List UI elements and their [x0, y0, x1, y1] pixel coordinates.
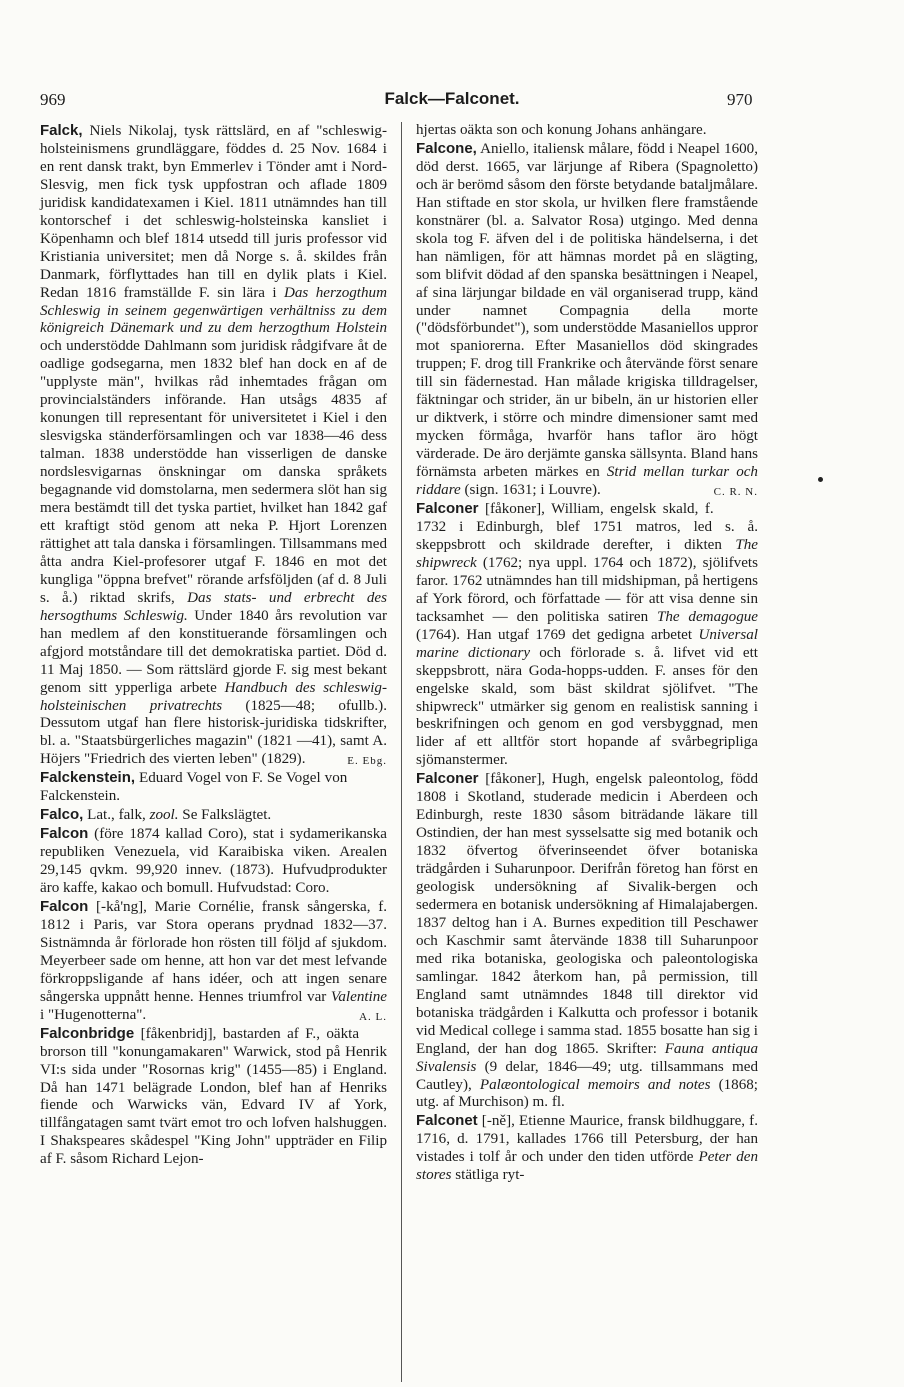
entry-headword: Falck, [40, 122, 83, 139]
right-column [416, 122, 758, 1185]
entry-title-italic: Peter den stores [416, 1149, 758, 1184]
left-column [40, 122, 387, 1169]
entry-text: (1868; utg. af Murchison) m. fl. [416, 1076, 758, 1111]
author-signature: A. L. [359, 1010, 387, 1023]
entry-text: i "Hugenotterna". [40, 1006, 147, 1023]
column-divider [401, 122, 402, 1382]
entry-headword: Falconbridge [40, 1024, 135, 1042]
entry-text: och förlorade s. å. lifvet vid ett skeppsbrott, nära Goda-hopps-udden. F. anses för den engelske skald, som bäst skildrat sjölifvet. "The shipwreck" utmärker sig genom en realistisk sanning i beskrifningen och genom en god versbyggnad, men lider af ett alltför stort hopande af svårbegripliga sjömanstermer. [416, 644, 759, 769]
entry-title-italic: Fauna antiqua Sivalensis [416, 1040, 758, 1075]
entry-text: och understödde Dahlmann som juridisk rådgifvare åt de oadlige godsegarna, men 1832 blef han dock en af de "upplyste män", hvilkas råd inhemtades frågan om provincialständers införande. Han utsågs 4835 af konungen till representant för universitetet i Kiel i den slesvigska ständerförsamlingen och var 1838—46 dess talman. 1838 understödde han visserligen de danske nordslesvigarnas önskningar om danska språkets begagnande vid domstolarna, men sedermera slöt han sig mera bestämdt till det tyska partiet, hvilket han 1842 gaf ett kraftigt stöd genom att neka P. Hjort Lorenzen rättighet att tala danska i församlingen. Tillsammans med åtta andra Kiel-profesorer utgaf F. 1846 en mot det kungliga "öppna brefvet" rörande arfsföljden (af d. 8 Juli s. å.) riktad skrifs, [40, 338, 387, 606]
entry-headword: Falconer [416, 770, 479, 788]
entry-falckenstein [40, 769, 387, 806]
entry-falcon-state [40, 825, 387, 898]
entry-text: [fåkenbridj], bastarden af F., oäkta brorson till "konungamakaren" Warwick, stod på Henrik VI:s sida under "Rosornas krig" (1455—85) i England. Då han 1471 belägrade London, blef han af Henriks fiende och Warwicks vän, Edvard IV af York, tillfångatagen samt tvärt emot tro och lofven halshuggen. I Shakspeares skådespel "King John" uppträder en Filip af F. såsom Richard Lejon- [40, 1025, 387, 1168]
author-signature: C. R. N. [713, 486, 758, 499]
entry-text: [-ně], Etienne Maurice, fransk bildhuggare, f. 1716, d. 1791, kallades 1766 till Petersburg, der han vistades i tolf år och under den tiden utförde [416, 1113, 758, 1166]
entry-title-italic: The demagogue [656, 608, 758, 625]
entry-falconer-william [416, 500, 758, 770]
entry-headword: Falco, [40, 806, 84, 824]
entry-falconbridge [40, 1025, 387, 1170]
entry-title-italic: Strid mellan turkar och riddare [416, 464, 758, 499]
entry-text: Under 1840 års revolution var han medlem af den konstituerande församlingen och afgjord motståndare till det demokratiska partiet. Död d. 11 Maj 1850. — Som rättslärd gjorde F. sig mest bekant genom sitt ypperliga arbete [40, 607, 387, 696]
entry-text: stätliga ryt- [451, 1167, 525, 1184]
entry-text: Lat., falk, [83, 807, 150, 824]
entry-text: (före 1874 kallad Coro), stat i sydamerikanska republiken Venezuela, vid Karaibiska viken. Arealen 29,145 qvkm. 99,920 innev. (1873). Hufvudprodukter äro kaffe, kakao och bomull. Hufvudstad: Coro. [40, 826, 387, 897]
entry-text: (1762; nya uppl. 1764 och 1872), sjölifvets faror. 1762 utnämndes han till midshipman, på hertigens af York förord, och författade — för att visa denne sin tacksamhet — den politiska satiren [416, 554, 758, 625]
entry-headword: Falconet [416, 1112, 478, 1130]
entry-text: Se Falkslägtet. [178, 807, 272, 824]
entry-text: (sign. 1631; i Louvre). [460, 482, 601, 499]
entry-text: Niels Nikolaj, tysk rättslärd, en af "schleswig-holsteinismens grundläggare, föddes d. 25 Nov. 1684 i en rent dansk trakt, byn Emmerlev i Tönder amt i Nord-Slesvig, men fick tysk uppfostran och aflade 1809 juridisk kandidatexamen i Kiel. 1811 utnämndes han till kontorschef i det schleswig-holsteinska kansliet i Köpenhamn och blef 1814 utsedd till juris professor vid Kristiania universitet; men då Norge s. å. skildes från Danmark, förflyttades han till en dylik plats i Kiel. Redan 1816 framställde F. sin lära i [40, 123, 387, 301]
entry-continuation [416, 122, 758, 140]
entry-falconer-hugh [416, 770, 758, 1112]
margin-dot [818, 477, 823, 482]
entry-falck [40, 122, 387, 769]
entry-text: (1764). Han utgaf 1769 det gedigna arbetet [416, 626, 699, 643]
entry-headword: Falcon [40, 825, 89, 843]
entry-headword: Falckenstein, [40, 769, 136, 787]
entry-title-italic: Handbuch des schleswig-holsteinischen privatrechts [40, 679, 387, 714]
entry-text: Aniello, italiensk målare, född i Neapel 1600, död derst. 1665, var lärjunge af Ribera (Spagnoletto) och är berömd såsom den förste betydande bataljmålare. Han stiftade en stor skola, ur hvilken flere framstående konstnärer (bl. a. Salvator Rosa) utgingo. Med denna skola tog F. äfven del i de politiska händelserna, i det han nämligen, för att hämnas mordet på en slägting, som blifvit dödad af den spanska besättningen i Neapel, af sina lärjungar bildade en väl organiserad trupp, känd under namnet Compagnia della morte ("dödsförbundet"), som understödde Masaniellos uppror mot spaniorerna. Efter Masaniellos död skingrades truppen; F. drog till Frankrike och återvände först senare till sin fädernestad. Han målade krigiska tilldragelser, fäktningar och strider, än ur bibeln, än ur historien eller ur diktverk, i större och mindre dimensioner samt med mycken förmåga, hvarför hans taflor äro högt värderade. De äro derjämte ganska sällsynta. Bland hans förnämsta arbeten märkes en [416, 140, 758, 481]
entry-text: [fåkoner], William, engelsk skald, f. 1732 i Edinburgh, blef 1751 matros, led s. å. skeppsbrott och skildrade derefter, i dikten [416, 501, 758, 553]
entry-falcon-singer [40, 898, 387, 1025]
entry-abbrev-italic: zool. [149, 807, 179, 824]
entry-title-italic: Universal marine dictionary [416, 626, 758, 661]
entry-title-italic: Palæontological memoirs and notes [479, 1076, 711, 1093]
entry-falconet [416, 1112, 758, 1185]
entry-title-italic: Valentine [330, 988, 387, 1005]
entry-falcone [416, 140, 758, 500]
entry-title-italic: Das stats- und erbrecht des hersogthums Schleswig. [40, 589, 387, 624]
author-signature: E. Ebg. [347, 755, 387, 768]
entry-text: (1825—48; ofullb.). Dessutom utgaf han flere historisk-juridiska tidskrifter, bl. a. "Staatsbürgerliches magazin" (1821 —41), samt A. Höjers "Friedrich des vierten leben" (1829). [40, 697, 387, 768]
entry-text: (9 delar, 1846—49; utg. tillsammans med Cautley), [416, 1058, 758, 1093]
entry-title-italic: Das herzogthum Schleswig in seinem gegenwärtigen verhältniss zu dem königreich Dänemark und zu dem herzogthum Holstein [40, 284, 387, 337]
page-number-left: 969 [40, 90, 66, 109]
entry-falco [40, 806, 387, 825]
entry-title-italic: The shipwreck [416, 536, 758, 571]
entry-headword: Falcon [40, 897, 89, 915]
entry-headword: Falcone, [416, 139, 477, 157]
entry-text: Eduard Vogel von F. Se Vogel von Falckenstein. [40, 770, 348, 805]
running-title: Falck—Falconet. [384, 89, 520, 108]
entry-text: [fåkoner], Hugh, engelsk paleontolog, född 1808 i Skotland, studerade medicin i Aberdeen och Edinburgh, reste 1830 såsom biträdande läkare till Ostindien, der han mest sysselsatte sig med botanik och 1832 öfvertog öfverinseendet öfver botaniska trädgården i Suharunpoor. Derifrån företog han först en geologisk undersökning af Sivalik-bergen och sedermera en botanisk undersökning af Himalajabergen. 1837 deltog han i A. Burnes expedition till Peschawer och Kaschmir samt återvände 1838 till Suharunpoor med rika botaniska, geologiska och paleontologiska samlingar. 1842 återkom han, på permission, till England samt utnämndes 1848 till direktor vid botaniska trädgården i Kalkutta och professor i botanik vid Medical college i samma stad. 1855 bosatte han sig i England, der han dog 1865. Skrifter: [416, 771, 758, 1057]
entry-headword: Falconer [416, 500, 479, 518]
entry-text: [-kå'ng], Marie Cornélie, fransk sångerska, f. 1812 i Paris, var Stora operans prydnad 1832—37. Sistnämnda år förlorade hon rösten till följd af sjukdom. Meyerbeer sade om henne, att hon var det mest lefvande förkroppsligande af hans idéer, och att ingen senare sångerska uppnått henne. Hennes triumfrol var [40, 898, 387, 1005]
entry-text: hjertas oäkta son och konung Johans anhängare. [416, 122, 707, 138]
page-number-right: 970 [727, 90, 753, 109]
